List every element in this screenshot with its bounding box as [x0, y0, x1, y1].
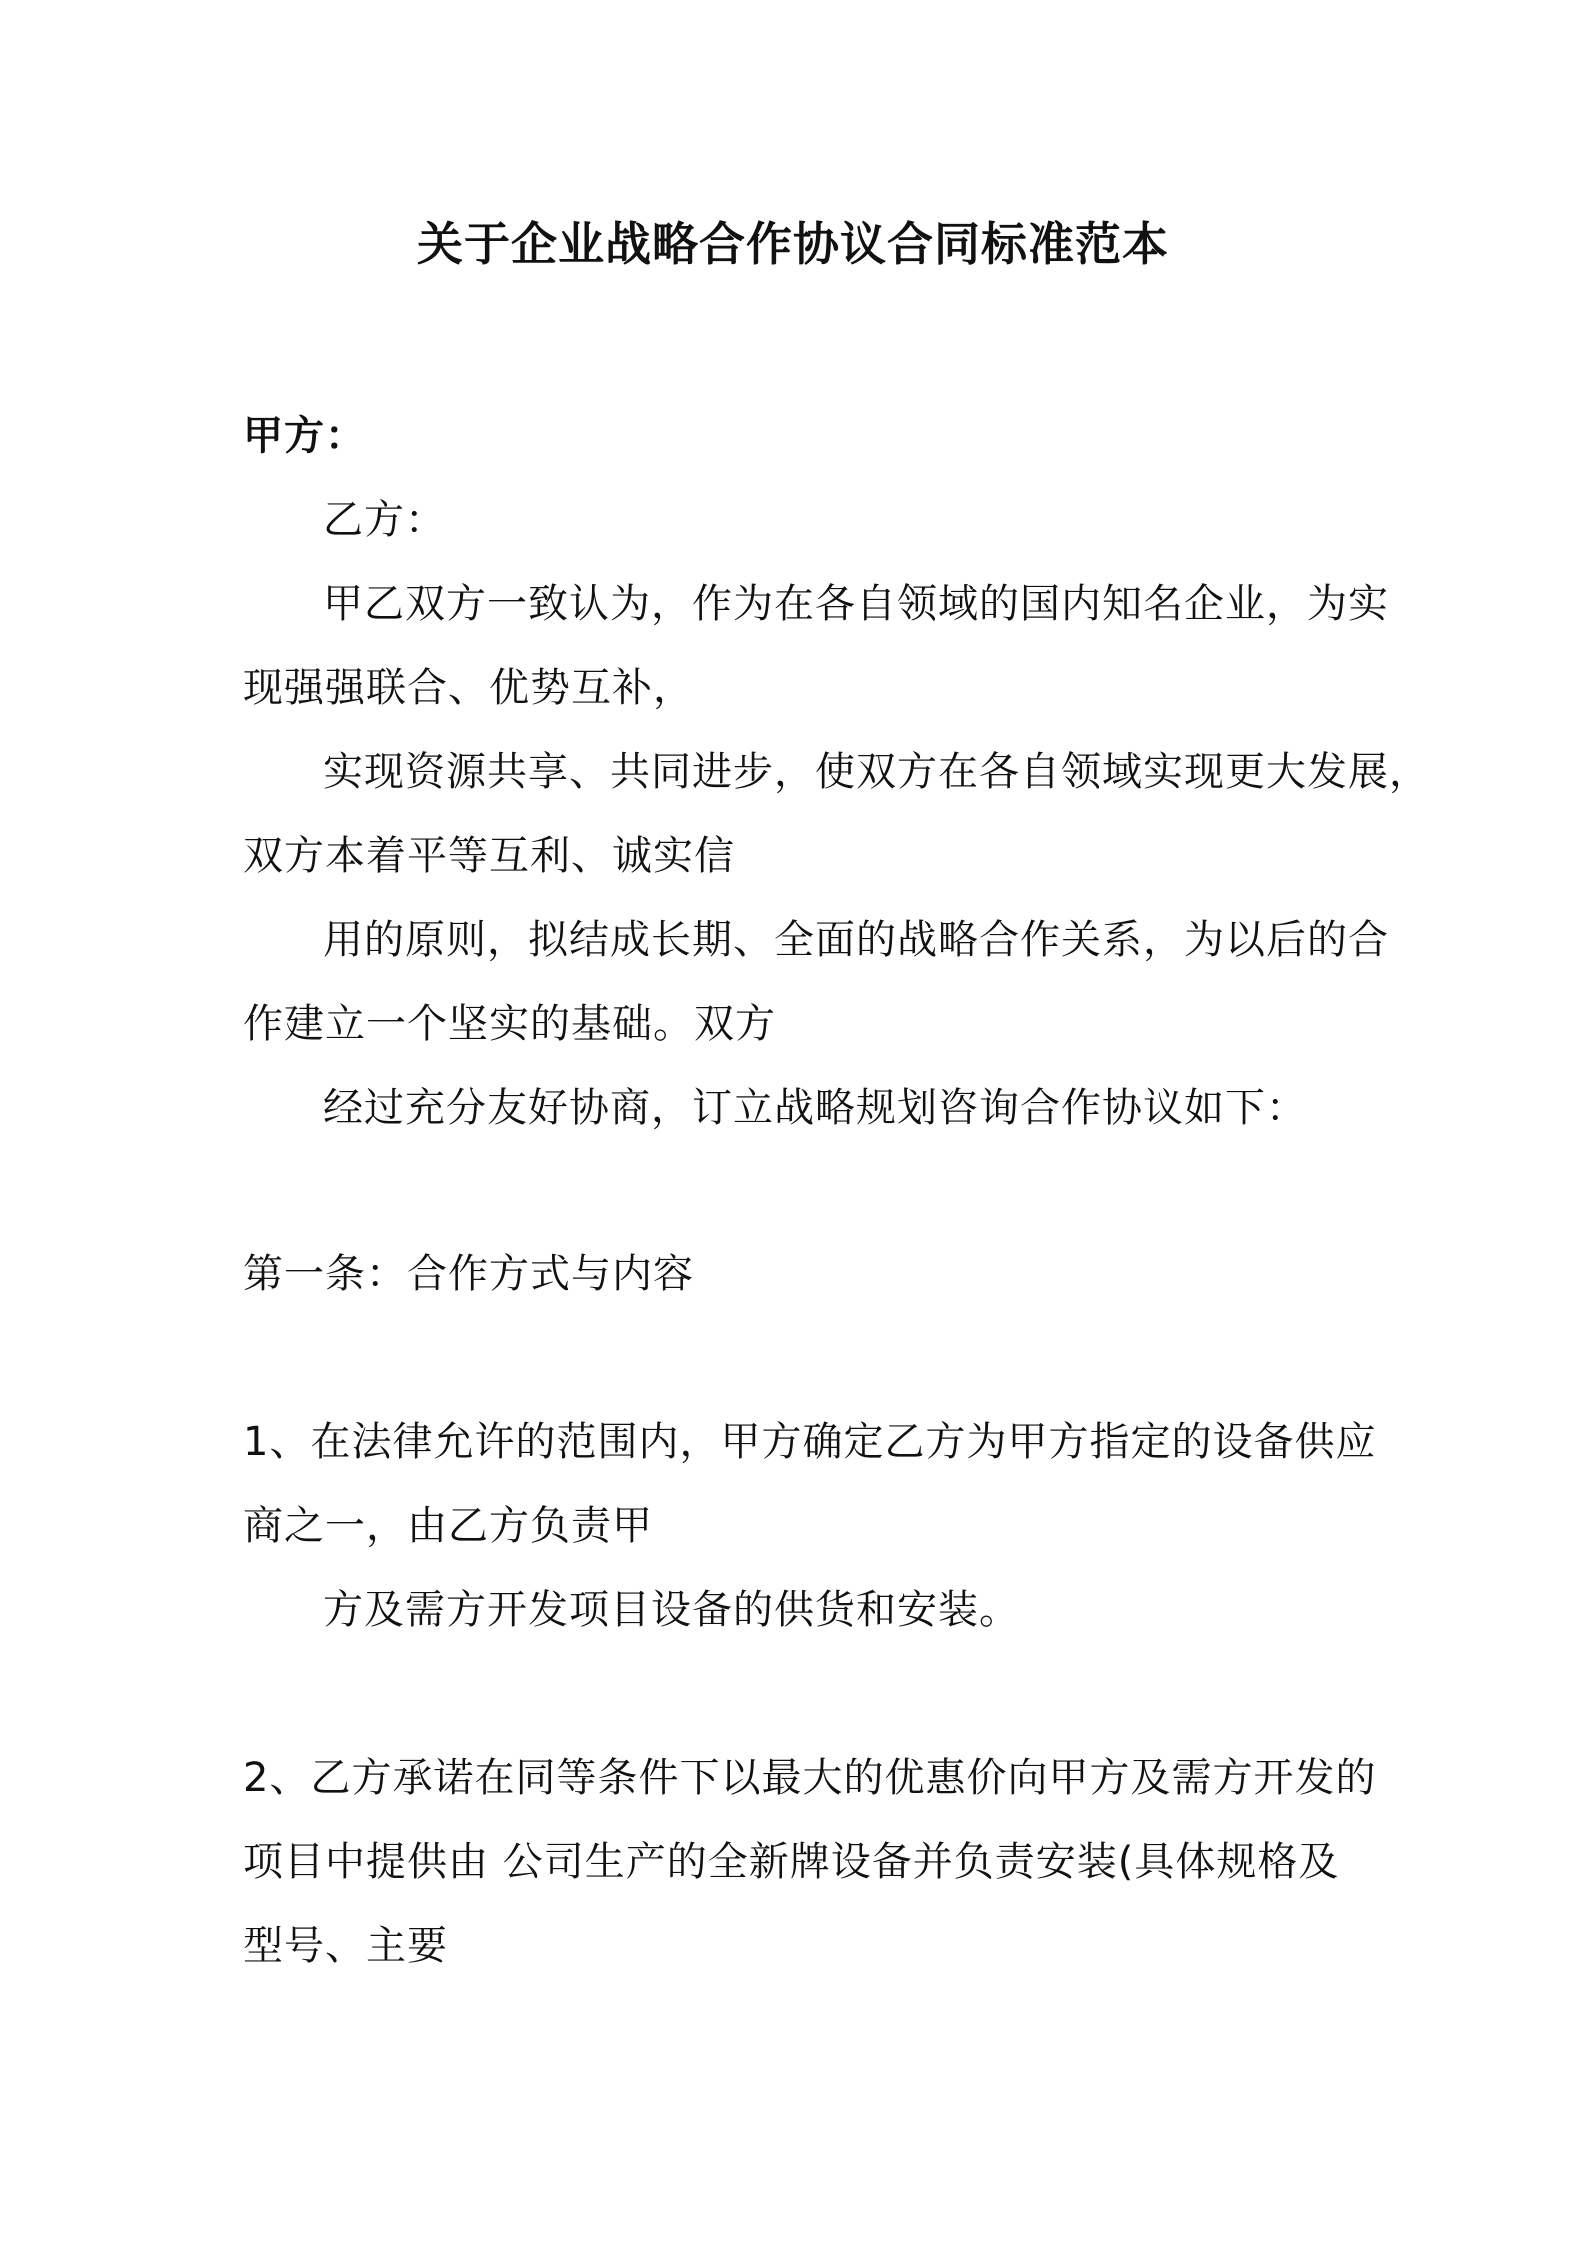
- paragraph-line: 作建立一个坚实的基础。双方: [243, 1001, 776, 1047]
- clause-line: 型号、主要: [243, 1923, 448, 1969]
- clause-line: 2、乙方承诺在同等条件下以最大的优惠价向甲方及需方开发的: [243, 1755, 1377, 1801]
- party-a-label: 甲方：: [243, 413, 366, 459]
- paragraph-line: 现强强联合、优势互补，: [243, 665, 694, 711]
- paragraph-line: 实现资源共享、共同进步，使双方在各自领域实现更大发展，: [323, 749, 1430, 795]
- party-b-label: 乙方：: [323, 497, 446, 543]
- paragraph-line: 双方本着平等互利、诚实信: [243, 833, 735, 879]
- clause-line: 1、在法律允许的范围内，甲方确定乙方为甲方指定的设备供应: [243, 1419, 1377, 1465]
- paragraph-line: 经过充分友好协商，订立战略规划咨询合作协议如下：: [323, 1085, 1307, 1131]
- paragraph-line: 用的原则，拟结成长期、全面的战略合作关系，为以后的合: [323, 917, 1389, 963]
- clause-line: 方及需方开发项目设备的供货和安装。: [323, 1587, 1020, 1633]
- clause-line: 商之一，由乙方负责甲: [243, 1503, 653, 1549]
- document-title: 关于企业战略合作协议合同标准范本: [417, 217, 1169, 271]
- section-heading: 第一条：合作方式与内容: [243, 1251, 694, 1297]
- paragraph-line: 甲乙双方一致认为，作为在各自领域的国内知名企业，为实: [323, 581, 1389, 627]
- clause-line: 项目中提供由 公司生产的全新牌设备并负责安装(具体规格及: [243, 1839, 1340, 1885]
